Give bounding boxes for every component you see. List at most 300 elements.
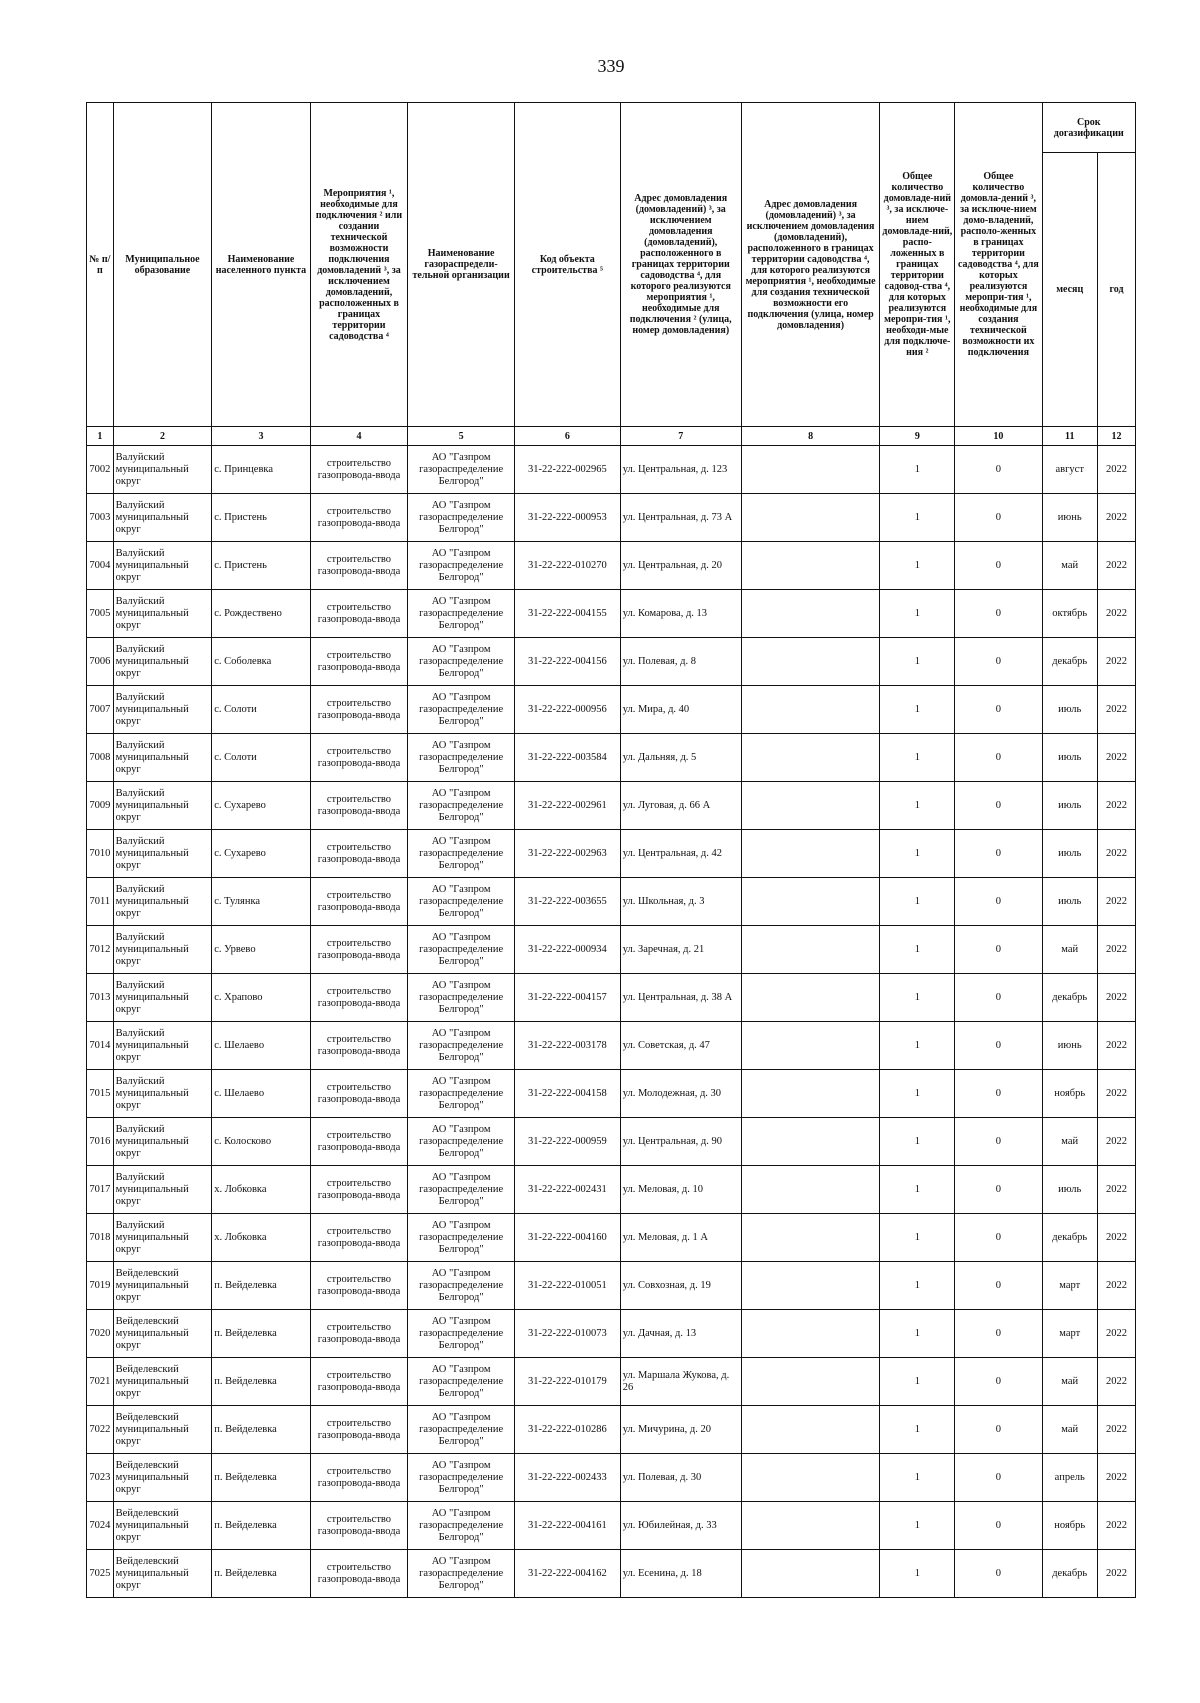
row-number: 7009 <box>87 782 114 830</box>
municipality-cell: Валуйский муниципальный округ <box>113 926 212 974</box>
address-cell: ул. Центральная, д. 73 А <box>620 494 741 542</box>
measures-cell: строительство газопровода-ввода <box>310 1454 408 1502</box>
count-technical-cell: 0 <box>955 1310 1042 1358</box>
municipality-cell: Валуйский муниципальный округ <box>113 686 212 734</box>
year-cell: 2022 <box>1097 542 1135 590</box>
year-cell: 2022 <box>1097 686 1135 734</box>
count-connection-cell: 1 <box>880 1358 955 1406</box>
address-technical-cell <box>741 1454 880 1502</box>
address-technical-cell <box>741 734 880 782</box>
settlement-cell: с. Соболевка <box>212 638 311 686</box>
page-number: 339 <box>597 56 625 76</box>
address-technical-cell <box>741 1502 880 1550</box>
year-cell: 2022 <box>1097 974 1135 1022</box>
table-body <box>87 446 1136 1598</box>
count-technical-cell: 0 <box>955 1118 1042 1166</box>
address-cell: ул. Маршала Жукова, д. 26 <box>620 1358 741 1406</box>
year-cell: 2022 <box>1097 1070 1135 1118</box>
table-row <box>87 590 1136 638</box>
measures-cell: строительство газопровода-ввода <box>310 590 408 638</box>
column-number: 1 <box>87 427 114 446</box>
address-technical-cell <box>741 878 880 926</box>
month-cell: декабрь <box>1042 1214 1097 1262</box>
count-technical-cell: 0 <box>955 1214 1042 1262</box>
organization-cell: АО "Газпром газораспределение Белгород" <box>408 734 515 782</box>
header-month: месяц <box>1042 153 1097 427</box>
municipality-cell: Вейделевский муниципальный округ <box>113 1262 212 1310</box>
object-code-cell: 31-22-222-010286 <box>514 1406 620 1454</box>
count-connection-cell: 1 <box>880 494 955 542</box>
object-code-cell: 31-22-222-010179 <box>514 1358 620 1406</box>
address-cell: ул. Совхозная, д. 19 <box>620 1262 741 1310</box>
municipality-cell: Валуйский муниципальный округ <box>113 1070 212 1118</box>
settlement-cell: х. Лобковка <box>212 1214 311 1262</box>
municipality-cell: Вейделевский муниципальный округ <box>113 1406 212 1454</box>
measures-cell: строительство газопровода-ввода <box>310 1550 408 1598</box>
count-technical-cell: 0 <box>955 542 1042 590</box>
municipality-cell: Валуйский муниципальный округ <box>113 782 212 830</box>
month-cell: июль <box>1042 782 1097 830</box>
row-number: 7003 <box>87 494 114 542</box>
month-cell: май <box>1042 542 1097 590</box>
address-cell: ул. Школьная, д. 3 <box>620 878 741 926</box>
header-organization: Наименование газораспредели-тельной организации <box>408 103 515 427</box>
address-technical-cell <box>741 1022 880 1070</box>
organization-cell: АО "Газпром газораспределение Белгород" <box>408 974 515 1022</box>
organization-cell: АО "Газпром газораспределение Белгород" <box>408 494 515 542</box>
column-number: 9 <box>880 427 955 446</box>
address-technical-cell <box>741 1070 880 1118</box>
table-row <box>87 638 1136 686</box>
address-cell: ул. Меловая, д. 10 <box>620 1166 741 1214</box>
address-technical-cell <box>741 494 880 542</box>
header-measures: Мероприятия ¹, необходимые для подключения ² или создании технической возможности подключения домовладений ³, за исключением домовладений, расположенных в границах территории садоводства ⁴ <box>310 103 408 427</box>
measures-cell: строительство газопровода-ввода <box>310 926 408 974</box>
address-technical-cell <box>741 782 880 830</box>
measures-cell: строительство газопровода-ввода <box>310 734 408 782</box>
measures-cell: строительство газопровода-ввода <box>310 878 408 926</box>
count-connection-cell: 1 <box>880 1022 955 1070</box>
municipality-cell: Валуйский муниципальный округ <box>113 1118 212 1166</box>
month-cell: июль <box>1042 1166 1097 1214</box>
object-code-cell: 31-22-222-003178 <box>514 1022 620 1070</box>
organization-cell: АО "Газпром газораспределение Белгород" <box>408 1550 515 1598</box>
address-technical-cell <box>741 1214 880 1262</box>
object-code-cell: 31-22-222-000934 <box>514 926 620 974</box>
table-row <box>87 782 1136 830</box>
year-cell: 2022 <box>1097 1502 1135 1550</box>
header-address-connection: Адрес домовладения (домовладений) ³, за исключением домовладения (домовладений), расположенного в границах территории садоводства ⁴, для которого реализуются мероприятия ¹, необходимые для подключения ² (улица, номер домовладения) <box>620 103 741 427</box>
settlement-cell: п. Вейделевка <box>212 1358 311 1406</box>
count-connection-cell: 1 <box>880 590 955 638</box>
address-cell: ул. Дальняя, д. 5 <box>620 734 741 782</box>
municipality-cell: Валуйский муниципальный округ <box>113 542 212 590</box>
municipality-cell: Валуйский муниципальный округ <box>113 1214 212 1262</box>
settlement-cell: с. Урвево <box>212 926 311 974</box>
measures-cell: строительство газопровода-ввода <box>310 686 408 734</box>
count-connection-cell: 1 <box>880 638 955 686</box>
year-cell: 2022 <box>1097 1118 1135 1166</box>
count-technical-cell: 0 <box>955 494 1042 542</box>
settlement-cell: с. Пристень <box>212 494 311 542</box>
address-cell: ул. Полевая, д. 8 <box>620 638 741 686</box>
column-number: 8 <box>741 427 880 446</box>
count-technical-cell: 0 <box>955 1022 1042 1070</box>
count-technical-cell: 0 <box>955 926 1042 974</box>
organization-cell: АО "Газпром газораспределение Белгород" <box>408 1310 515 1358</box>
header-number: № п/п <box>87 103 114 427</box>
table-row <box>87 926 1136 974</box>
count-connection-cell: 1 <box>880 1550 955 1598</box>
settlement-cell: с. Солоти <box>212 686 311 734</box>
measures-cell: строительство газопровода-ввода <box>310 1214 408 1262</box>
address-technical-cell <box>741 638 880 686</box>
organization-cell: АО "Газпром газораспределение Белгород" <box>408 1502 515 1550</box>
address-technical-cell <box>741 974 880 1022</box>
year-cell: 2022 <box>1097 1214 1135 1262</box>
header-municipality: Муниципальное образование <box>113 103 212 427</box>
year-cell: 2022 <box>1097 782 1135 830</box>
organization-cell: АО "Газпром газораспределение Белгород" <box>408 1406 515 1454</box>
row-number: 7012 <box>87 926 114 974</box>
row-number: 7005 <box>87 590 114 638</box>
municipality-cell: Вейделевский муниципальный округ <box>113 1310 212 1358</box>
month-cell: июль <box>1042 734 1097 782</box>
row-number: 7004 <box>87 542 114 590</box>
month-cell: ноябрь <box>1042 1502 1097 1550</box>
month-cell: май <box>1042 1358 1097 1406</box>
object-code-cell: 31-22-222-003655 <box>514 878 620 926</box>
settlement-cell: с. Солоти <box>212 734 311 782</box>
organization-cell: АО "Газпром газораспределение Белгород" <box>408 1214 515 1262</box>
measures-cell: строительство газопровода-ввода <box>310 1358 408 1406</box>
municipality-cell: Валуйский муниципальный округ <box>113 1166 212 1214</box>
object-code-cell: 31-22-222-000959 <box>514 1118 620 1166</box>
row-number: 7008 <box>87 734 114 782</box>
organization-cell: АО "Газпром газораспределение Белгород" <box>408 782 515 830</box>
year-cell: 2022 <box>1097 1262 1135 1310</box>
month-cell: июнь <box>1042 1022 1097 1070</box>
settlement-cell: п. Вейделевка <box>212 1502 311 1550</box>
table-row <box>87 974 1136 1022</box>
settlement-cell: с. Пристень <box>212 542 311 590</box>
municipality-cell: Валуйский муниципальный округ <box>113 638 212 686</box>
measures-cell: строительство газопровода-ввода <box>310 974 408 1022</box>
organization-cell: АО "Газпром газораспределение Белгород" <box>408 1166 515 1214</box>
measures-cell: строительство газопровода-ввода <box>310 1118 408 1166</box>
count-technical-cell: 0 <box>955 1502 1042 1550</box>
column-number: 2 <box>113 427 212 446</box>
count-connection-cell: 1 <box>880 686 955 734</box>
month-cell: март <box>1042 1262 1097 1310</box>
count-connection-cell: 1 <box>880 542 955 590</box>
year-cell: 2022 <box>1097 830 1135 878</box>
table-row <box>87 1454 1136 1502</box>
column-number: 3 <box>212 427 311 446</box>
address-technical-cell <box>741 1310 880 1358</box>
settlement-cell: с. Тулянка <box>212 878 311 926</box>
row-number: 7007 <box>87 686 114 734</box>
count-technical-cell: 0 <box>955 1358 1042 1406</box>
count-connection-cell: 1 <box>880 1502 955 1550</box>
address-cell: ул. Центральная, д. 38 А <box>620 974 741 1022</box>
address-cell: ул. Полевая, д. 30 <box>620 1454 741 1502</box>
year-cell: 2022 <box>1097 1310 1135 1358</box>
municipality-cell: Валуйский муниципальный округ <box>113 1022 212 1070</box>
count-technical-cell: 0 <box>955 830 1042 878</box>
settlement-cell: с. Шелаево <box>212 1022 311 1070</box>
object-code-cell: 31-22-222-002963 <box>514 830 620 878</box>
measures-cell: строительство газопровода-ввода <box>310 1022 408 1070</box>
count-connection-cell: 1 <box>880 974 955 1022</box>
gasification-table <box>86 102 1136 1598</box>
count-technical-cell: 0 <box>955 782 1042 830</box>
column-number: 7 <box>620 427 741 446</box>
column-number: 11 <box>1042 427 1097 446</box>
table-row <box>87 1358 1136 1406</box>
organization-cell: АО "Газпром газораспределение Белгород" <box>408 878 515 926</box>
month-cell: июнь <box>1042 494 1097 542</box>
table-row <box>87 446 1136 494</box>
table-row <box>87 1406 1136 1454</box>
row-number: 7018 <box>87 1214 114 1262</box>
row-number: 7011 <box>87 878 114 926</box>
address-technical-cell <box>741 830 880 878</box>
settlement-cell: п. Вейделевка <box>212 1262 311 1310</box>
row-number: 7020 <box>87 1310 114 1358</box>
gasification-table-wrap <box>86 102 1136 1598</box>
header-settlement: Наименование населенного пункта <box>212 103 311 427</box>
table-row <box>87 1502 1136 1550</box>
address-technical-cell <box>741 1406 880 1454</box>
object-code-cell: 31-22-222-004162 <box>514 1550 620 1598</box>
organization-cell: АО "Газпром газораспределение Белгород" <box>408 1022 515 1070</box>
object-code-cell: 31-22-222-004160 <box>514 1214 620 1262</box>
year-cell: 2022 <box>1097 926 1135 974</box>
month-cell: ноябрь <box>1042 1070 1097 1118</box>
object-code-cell: 31-22-222-010270 <box>514 542 620 590</box>
table-row <box>87 1262 1136 1310</box>
municipality-cell: Валуйский муниципальный округ <box>113 974 212 1022</box>
table-row <box>87 1310 1136 1358</box>
object-code-cell: 31-22-222-000953 <box>514 494 620 542</box>
table-row <box>87 1166 1136 1214</box>
count-connection-cell: 1 <box>880 1310 955 1358</box>
municipality-cell: Валуйский муниципальный округ <box>113 830 212 878</box>
row-number: 7019 <box>87 1262 114 1310</box>
count-connection-cell: 1 <box>880 1166 955 1214</box>
object-code-cell: 31-22-222-004161 <box>514 1502 620 1550</box>
year-cell: 2022 <box>1097 1022 1135 1070</box>
address-technical-cell <box>741 1358 880 1406</box>
address-cell: ул. Мира, д. 40 <box>620 686 741 734</box>
column-number-row <box>87 427 1136 446</box>
object-code-cell: 31-22-222-010073 <box>514 1310 620 1358</box>
address-technical-cell <box>741 1118 880 1166</box>
address-cell: ул. Центральная, д. 20 <box>620 542 741 590</box>
municipality-cell: Вейделевский муниципальный округ <box>113 1358 212 1406</box>
address-cell: ул. Есенина, д. 18 <box>620 1550 741 1598</box>
settlement-cell: с. Колосково <box>212 1118 311 1166</box>
address-technical-cell <box>741 1262 880 1310</box>
year-cell: 2022 <box>1097 1454 1135 1502</box>
count-technical-cell: 0 <box>955 1454 1042 1502</box>
address-cell: ул. Дачная, д. 13 <box>620 1310 741 1358</box>
header-deadline: Срок догазификации <box>1042 103 1135 153</box>
measures-cell: строительство газопровода-ввода <box>310 638 408 686</box>
row-number: 7022 <box>87 1406 114 1454</box>
header-year: год <box>1097 153 1135 427</box>
row-number: 7016 <box>87 1118 114 1166</box>
object-code-cell: 31-22-222-002965 <box>514 446 620 494</box>
count-technical-cell: 0 <box>955 1070 1042 1118</box>
measures-cell: строительство газопровода-ввода <box>310 446 408 494</box>
month-cell: май <box>1042 926 1097 974</box>
table-row <box>87 1022 1136 1070</box>
settlement-cell: п. Вейделевка <box>212 1550 311 1598</box>
address-cell: ул. Юбилейная, д. 33 <box>620 1502 741 1550</box>
municipality-cell: Валуйский муниципальный округ <box>113 734 212 782</box>
month-cell: март <box>1042 1310 1097 1358</box>
object-code-cell: 31-22-222-002433 <box>514 1454 620 1502</box>
address-technical-cell <box>741 1550 880 1598</box>
object-code-cell: 31-22-222-010051 <box>514 1262 620 1310</box>
object-code-cell: 31-22-222-004155 <box>514 590 620 638</box>
month-cell: октябрь <box>1042 590 1097 638</box>
count-connection-cell: 1 <box>880 926 955 974</box>
table-row <box>87 542 1136 590</box>
organization-cell: АО "Газпром газораспределение Белгород" <box>408 542 515 590</box>
address-cell: ул. Заречная, д. 21 <box>620 926 741 974</box>
count-connection-cell: 1 <box>880 878 955 926</box>
table-row <box>87 878 1136 926</box>
municipality-cell: Вейделевский муниципальный округ <box>113 1454 212 1502</box>
month-cell: май <box>1042 1406 1097 1454</box>
organization-cell: АО "Газпром газораспределение Белгород" <box>408 926 515 974</box>
measures-cell: строительство газопровода-ввода <box>310 1070 408 1118</box>
row-number: 7025 <box>87 1550 114 1598</box>
count-connection-cell: 1 <box>880 1070 955 1118</box>
measures-cell: строительство газопровода-ввода <box>310 1502 408 1550</box>
year-cell: 2022 <box>1097 1166 1135 1214</box>
month-cell: декабрь <box>1042 638 1097 686</box>
object-code-cell: 31-22-222-002431 <box>514 1166 620 1214</box>
count-technical-cell: 0 <box>955 686 1042 734</box>
object-code-cell: 31-22-222-004156 <box>514 638 620 686</box>
column-number: 10 <box>955 427 1042 446</box>
month-cell: июль <box>1042 830 1097 878</box>
table-row <box>87 734 1136 782</box>
count-technical-cell: 0 <box>955 638 1042 686</box>
count-technical-cell: 0 <box>955 1550 1042 1598</box>
organization-cell: АО "Газпром газораспределение Белгород" <box>408 1118 515 1166</box>
column-number: 5 <box>408 427 515 446</box>
measures-cell: строительство газопровода-ввода <box>310 494 408 542</box>
row-number: 7002 <box>87 446 114 494</box>
measures-cell: строительство газопровода-ввода <box>310 1310 408 1358</box>
object-code-cell: 31-22-222-002961 <box>514 782 620 830</box>
month-cell: декабрь <box>1042 1550 1097 1598</box>
table-row <box>87 1550 1136 1598</box>
row-number: 7017 <box>87 1166 114 1214</box>
count-technical-cell: 0 <box>955 1166 1042 1214</box>
year-cell: 2022 <box>1097 1358 1135 1406</box>
month-cell: апрель <box>1042 1454 1097 1502</box>
row-number: 7024 <box>87 1502 114 1550</box>
address-cell: ул. Советская, д. 47 <box>620 1022 741 1070</box>
address-technical-cell <box>741 590 880 638</box>
settlement-cell: п. Вейделевка <box>212 1454 311 1502</box>
address-cell: ул. Центральная, д. 90 <box>620 1118 741 1166</box>
count-connection-cell: 1 <box>880 446 955 494</box>
count-connection-cell: 1 <box>880 1262 955 1310</box>
count-connection-cell: 1 <box>880 782 955 830</box>
column-number: 12 <box>1097 427 1135 446</box>
address-cell: ул. Мичурина, д. 20 <box>620 1406 741 1454</box>
header-object-code: Код объекта строительства ⁵ <box>514 103 620 427</box>
count-connection-cell: 1 <box>880 1118 955 1166</box>
year-cell: 2022 <box>1097 590 1135 638</box>
column-number: 4 <box>310 427 408 446</box>
address-technical-cell <box>741 686 880 734</box>
organization-cell: АО "Газпром газораспределение Белгород" <box>408 446 515 494</box>
object-code-cell: 31-22-222-004157 <box>514 974 620 1022</box>
settlement-cell: с. Принцевка <box>212 446 311 494</box>
address-cell: ул. Молодежная, д. 30 <box>620 1070 741 1118</box>
count-connection-cell: 1 <box>880 1406 955 1454</box>
header-count-technical: Общее количество домовла-дений ³, за исключе-нием домо-владений, располо-женных в границах территории садоводства ⁴, для которых реализуются меропри-тия ¹, необходимые для создания технической возможности их подключения <box>955 103 1042 427</box>
row-number: 7023 <box>87 1454 114 1502</box>
organization-cell: АО "Газпром газораспределение Белгород" <box>408 1070 515 1118</box>
row-number: 7010 <box>87 830 114 878</box>
municipality-cell: Валуйский муниципальный округ <box>113 590 212 638</box>
table-row <box>87 686 1136 734</box>
table-row <box>87 494 1136 542</box>
address-technical-cell <box>741 446 880 494</box>
table-row <box>87 1214 1136 1262</box>
year-cell: 2022 <box>1097 638 1135 686</box>
table-row <box>87 1070 1136 1118</box>
municipality-cell: Валуйский муниципальный округ <box>113 446 212 494</box>
row-number: 7014 <box>87 1022 114 1070</box>
row-number: 7006 <box>87 638 114 686</box>
month-cell: июль <box>1042 878 1097 926</box>
organization-cell: АО "Газпром газораспределение Белгород" <box>408 1262 515 1310</box>
organization-cell: АО "Газпром газораспределение Белгород" <box>408 686 515 734</box>
year-cell: 2022 <box>1097 734 1135 782</box>
measures-cell: строительство газопровода-ввода <box>310 1166 408 1214</box>
year-cell: 2022 <box>1097 1406 1135 1454</box>
year-cell: 2022 <box>1097 878 1135 926</box>
organization-cell: АО "Газпром газораспределение Белгород" <box>408 590 515 638</box>
header-address-technical: Адрес домовладения (домовладений) ³, за исключением домовладения (домовладений), расположенного в границах территории садоводства ⁴, для которого реализуются мероприятия ¹, необходимые для создания технической возможности его подключения (улица, номер домовладения) <box>741 103 880 427</box>
year-cell: 2022 <box>1097 494 1135 542</box>
count-technical-cell: 0 <box>955 974 1042 1022</box>
count-technical-cell: 0 <box>955 590 1042 638</box>
month-cell: май <box>1042 1118 1097 1166</box>
year-cell: 2022 <box>1097 446 1135 494</box>
count-technical-cell: 0 <box>955 878 1042 926</box>
address-technical-cell <box>741 542 880 590</box>
count-technical-cell: 0 <box>955 734 1042 782</box>
row-number: 7013 <box>87 974 114 1022</box>
settlement-cell: с. Рождествено <box>212 590 311 638</box>
count-connection-cell: 1 <box>880 1454 955 1502</box>
address-cell: ул. Меловая, д. 1 А <box>620 1214 741 1262</box>
address-cell: ул. Комарова, д. 13 <box>620 590 741 638</box>
organization-cell: АО "Газпром газораспределение Белгород" <box>408 830 515 878</box>
count-technical-cell: 0 <box>955 1406 1042 1454</box>
